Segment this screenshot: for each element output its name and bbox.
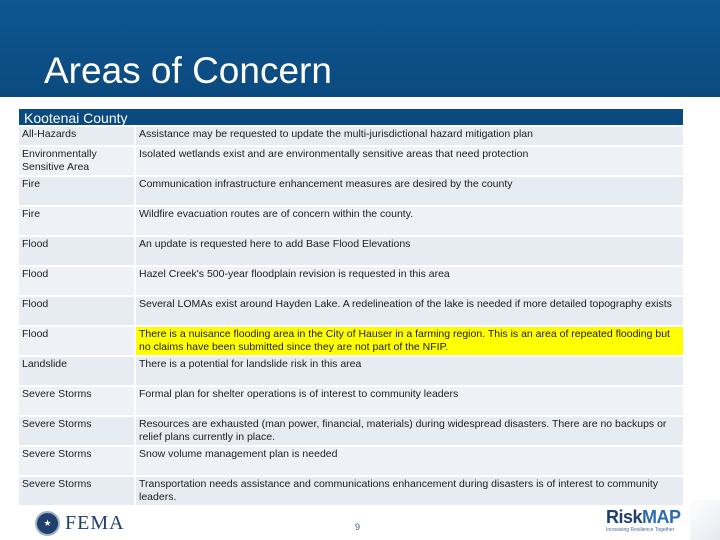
hazard-cell: Fire (19, 207, 134, 235)
description-cell: An update is requested here to add Base Flood Elevations (134, 237, 683, 265)
table-row (19, 385, 683, 415)
hazard-cell: Severe Storms (19, 447, 134, 475)
description-cell: Several LOMAs exist around Hayden Lake. A redelineation of the lake is needed if more detailed topography exists (134, 297, 683, 325)
corner-shade (690, 500, 720, 540)
table-row (19, 475, 683, 505)
table-row (19, 205, 683, 235)
table-row (19, 175, 683, 205)
description-cell: Transportation needs assistance and communications enhancement during disasters is of interest to community leaders. (134, 477, 683, 505)
hazard-cell: Severe Storms (19, 387, 134, 415)
table-header: Kootenai County (19, 109, 683, 125)
table-row (19, 325, 683, 355)
description-cell: Formal plan for shelter operations is of interest to community leaders (134, 387, 683, 415)
table-row (19, 145, 683, 175)
description-cell: Snow volume management plan is needed (134, 447, 683, 475)
footer (0, 505, 720, 540)
table-row (19, 125, 683, 145)
hazard-cell: Landslide (19, 357, 134, 385)
description-cell: There is a potential for landslide risk in this area (134, 357, 683, 385)
hazard-cell: Flood (19, 327, 134, 355)
hazard-cell: All-Hazards (19, 127, 134, 145)
riskmap-risk: Risk (606, 507, 643, 527)
fema-wordmark: FEMA (65, 511, 125, 534)
table-row (19, 265, 683, 295)
page-number: 9 (355, 522, 361, 532)
description-cell: Isolated wetlands exist and are environmentally sensitive areas that need protection (134, 147, 683, 175)
description-cell: Resources are exhausted (man power, financial, materials) during widespread disasters. There are no backups or relief plans currently in place. (134, 417, 683, 445)
slide-title: Areas of Concern (44, 50, 332, 91)
hazard-cell: Severe Storms (19, 417, 134, 445)
riskmap-map: MAP (642, 507, 681, 527)
hazard-cell: Flood (19, 237, 134, 265)
description-cell: Hazel Creek's 500-year floodplain revision is requested in this area (134, 267, 683, 295)
hazard-cell: Environmentally Sensitive Area (19, 147, 134, 175)
hazard-cell: Fire (19, 177, 134, 205)
table-body (19, 125, 683, 505)
description-cell: Wildfire evacuation routes are of concern within the county. (134, 207, 683, 235)
table-row (19, 415, 683, 445)
riskmap-logo (606, 507, 681, 533)
fema-logo (35, 509, 125, 537)
description-cell: Assistance may be requested to update the multi-jurisdictional hazard mitigation plan (134, 127, 683, 145)
hazard-cell: Flood (19, 297, 134, 325)
hazard-cell: Severe Storms (19, 477, 134, 505)
table-row (19, 295, 683, 325)
description-cell: There is a nuisance flooding area in the City of Hauser in a farming region. This is an area of repeated flooding but no claims have been submitted since they are not part of the NFIP. (134, 327, 683, 355)
table-row (19, 445, 683, 475)
title-bar (0, 0, 720, 97)
description-cell: Communication infrastructure enhancement measures are desired by the county (134, 177, 683, 205)
riskmap-tagline: Increasing Resilience Together (606, 527, 675, 533)
hazard-cell: Flood (19, 267, 134, 295)
concerns-table (19, 109, 683, 505)
table-row (19, 235, 683, 265)
table-row (19, 355, 683, 385)
riskmap-wordmark (606, 507, 681, 528)
dhs-seal-icon: ★ (35, 511, 60, 536)
